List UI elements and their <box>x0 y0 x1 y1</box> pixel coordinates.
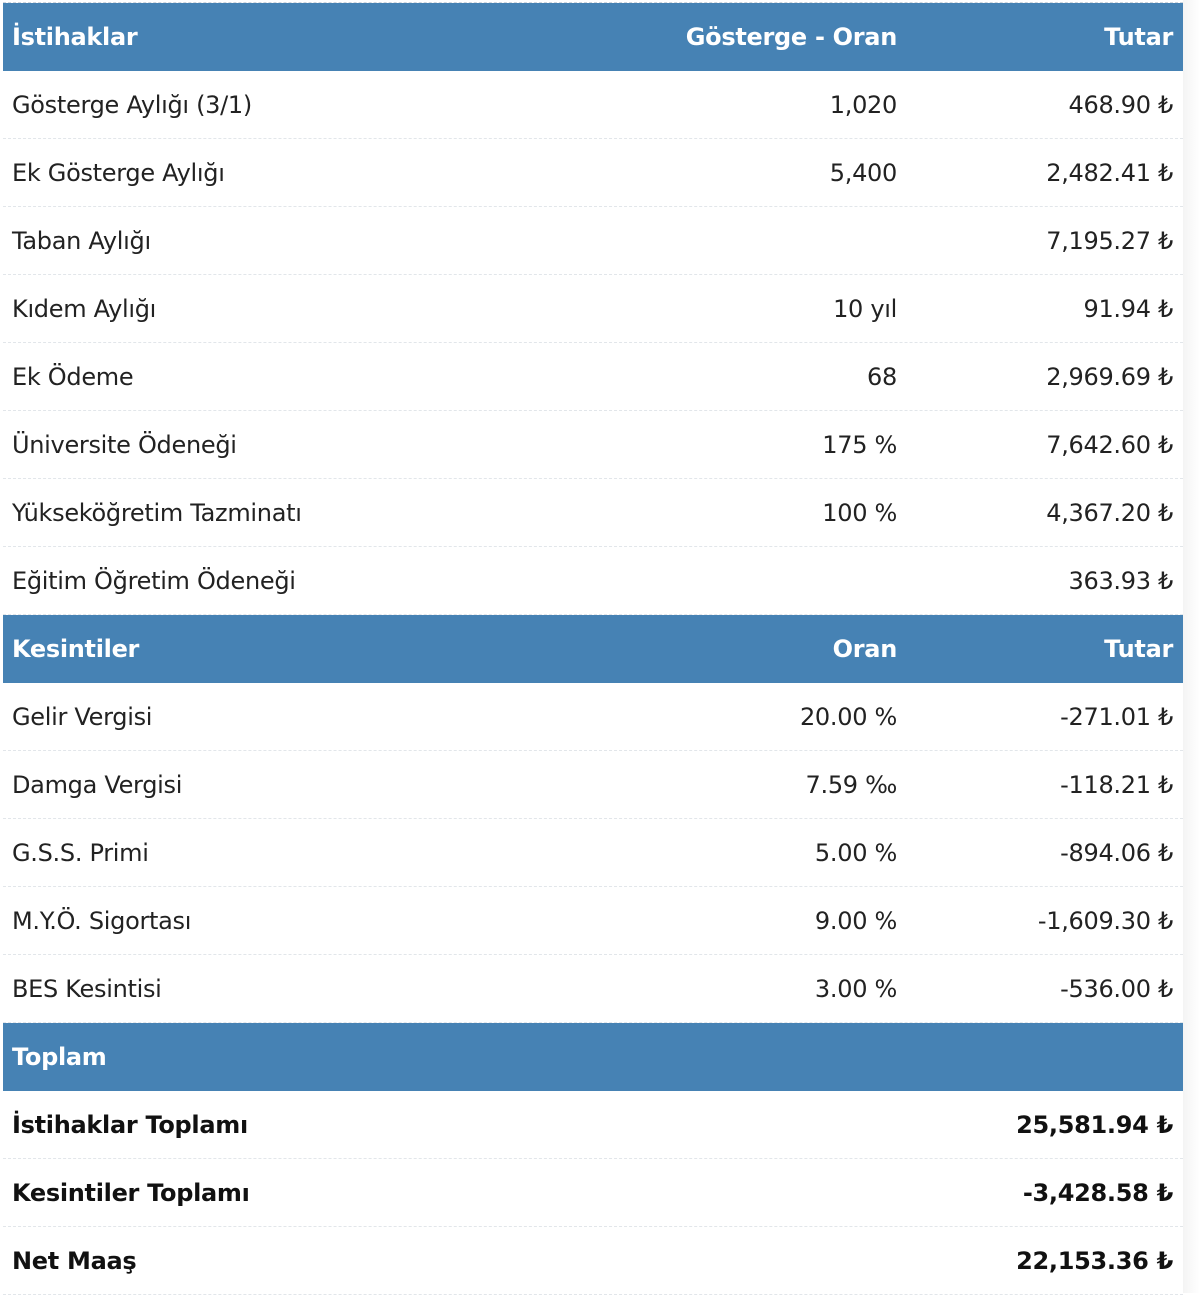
totals-header-label: Toplam <box>12 1042 107 1071</box>
earnings-header-indicator-rate: Gösterge - Oran <box>685 22 897 51</box>
deduction-row-label: M.Y.Ö. Sigortası <box>12 906 192 935</box>
earning-row-rate: 68 <box>867 362 897 391</box>
total-row-label: Net Maaş <box>12 1246 137 1275</box>
earning-row-label: Eğitim Öğretim Ödeneği <box>12 566 296 595</box>
deduction-row-label: BES Kesintisi <box>12 974 162 1003</box>
deduction-row-label: Gelir Vergisi <box>12 702 153 731</box>
deduction-row <box>3 887 1183 955</box>
earning-row <box>3 343 1183 411</box>
total-row-label: İstihaklar Toplamı <box>12 1110 248 1139</box>
deduction-row-amount: -536.00 ₺ <box>1060 974 1173 1003</box>
total-row-amount: 25,581.94 ₺ <box>1016 1110 1173 1139</box>
deduction-row-rate: 7.59 ‰ <box>805 770 897 799</box>
earning-row-amount: 2,482.41 ₺ <box>1046 158 1173 187</box>
deduction-row <box>3 751 1183 819</box>
earning-row-label: Ek Gösterge Aylığı <box>12 158 225 187</box>
totals-header-row <box>3 1023 1183 1091</box>
earning-row-rate: 100 % <box>822 498 897 527</box>
total-row-amount: 22,153.36 ₺ <box>1016 1246 1173 1275</box>
earning-row-amount: 4,367.20 ₺ <box>1046 498 1173 527</box>
deduction-row-rate: 5.00 % <box>814 838 897 867</box>
earnings-header-row <box>3 3 1183 71</box>
deduction-row-rate: 9.00 % <box>814 906 897 935</box>
earning-row-amount: 7,195.27 ₺ <box>1046 226 1173 255</box>
earning-row-label: Yükseköğretim Tazminatı <box>12 498 302 527</box>
deduction-row-rate: 20.00 % <box>799 702 897 731</box>
total-row <box>3 1159 1183 1227</box>
earning-row-amount: 468.90 ₺ <box>1068 90 1173 119</box>
earning-row-label: Ek Ödeme <box>12 362 134 391</box>
earnings-rows <box>3 71 1183 615</box>
salary-table <box>3 2 1183 1295</box>
deductions-header-amount: Tutar <box>1104 634 1173 663</box>
deduction-row <box>3 955 1183 1023</box>
deductions-header-label: Kesintiler <box>12 634 140 663</box>
earning-row <box>3 275 1183 343</box>
earning-row <box>3 71 1183 139</box>
deductions-header-rate: Oran <box>832 634 897 663</box>
earnings-header-label: İstihaklar <box>12 22 138 51</box>
earning-row-label: Üniversite Ödeneği <box>12 430 237 459</box>
deduction-row <box>3 683 1183 751</box>
totals-rows <box>3 1091 1183 1295</box>
earning-row-amount: 91.94 ₺ <box>1083 294 1173 323</box>
deduction-row-amount: -894.06 ₺ <box>1060 838 1173 867</box>
total-row <box>3 1227 1183 1295</box>
earning-row-rate: 10 yıl <box>833 294 897 323</box>
earning-row-rate: 5,400 <box>829 158 897 187</box>
earning-row-label: Kıdem Aylığı <box>12 294 157 323</box>
total-row-label: Kesintiler Toplamı <box>12 1178 250 1207</box>
total-row-amount: -3,428.58 ₺ <box>1022 1178 1173 1207</box>
deduction-row-amount: -118.21 ₺ <box>1060 770 1173 799</box>
earnings-header-amount: Tutar <box>1104 22 1173 51</box>
deduction-row-amount: -271.01 ₺ <box>1060 702 1173 731</box>
deductions-header-row <box>3 615 1183 683</box>
deduction-row-rate: 3.00 % <box>814 974 897 1003</box>
earning-row-amount: 363.93 ₺ <box>1068 566 1173 595</box>
earning-row-label: Gösterge Aylığı (3/1) <box>12 90 252 119</box>
earning-row <box>3 207 1183 275</box>
earning-row <box>3 547 1183 615</box>
earning-row <box>3 139 1183 207</box>
deduction-row-label: Damga Vergisi <box>12 770 183 799</box>
earning-row <box>3 479 1183 547</box>
earning-row <box>3 411 1183 479</box>
earning-row-amount: 7,642.60 ₺ <box>1046 430 1173 459</box>
earning-row-amount: 2,969.69 ₺ <box>1046 362 1173 391</box>
deduction-row-label: G.S.S. Primi <box>12 838 149 867</box>
deduction-row-amount: -1,609.30 ₺ <box>1037 906 1173 935</box>
earning-row-rate: 175 % <box>822 430 897 459</box>
earning-row-rate: 1,020 <box>829 90 897 119</box>
right-edge-shadow <box>1183 0 1200 1293</box>
deductions-rows <box>3 683 1183 1023</box>
earning-row-label: Taban Aylığı <box>12 226 151 255</box>
total-row <box>3 1091 1183 1159</box>
deduction-row <box>3 819 1183 887</box>
